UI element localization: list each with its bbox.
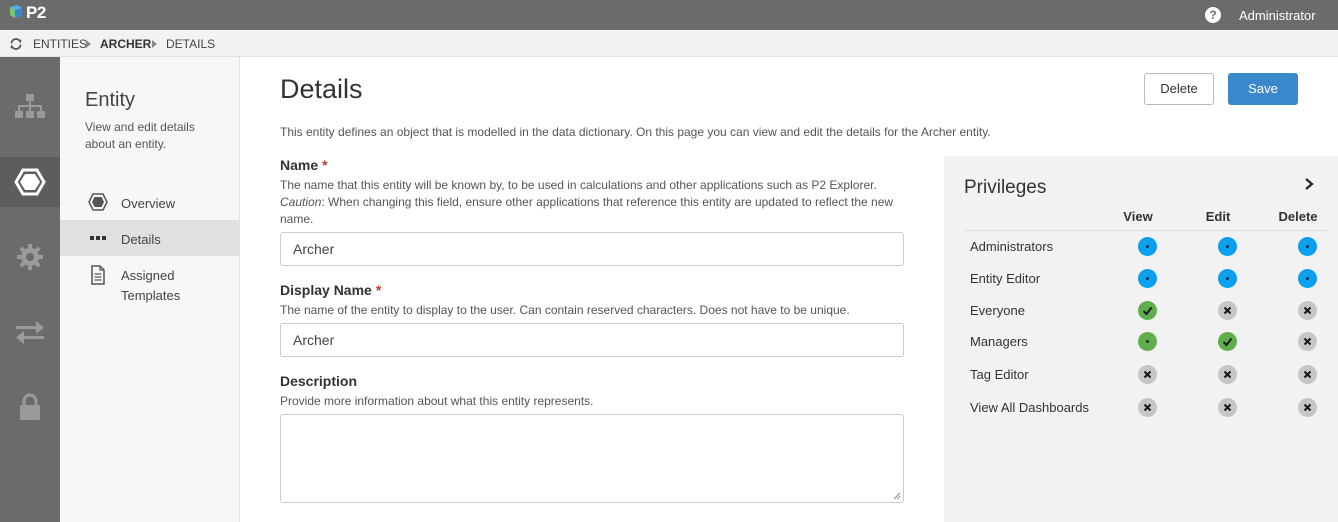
name-field[interactable]: Archer <box>280 232 904 266</box>
nav-item-label: Assigned Templates <box>121 268 181 303</box>
privilege-group-name: View All Dashboards <box>970 400 1089 415</box>
edit-deny-icon[interactable] <box>1218 301 1237 320</box>
rail-transfer[interactable] <box>0 307 60 357</box>
transfer-arrows-icon <box>14 317 46 347</box>
privileges-panel <box>944 156 1338 522</box>
breadcrumb-separator-icon <box>152 40 157 48</box>
nav-item-details[interactable] <box>60 220 239 256</box>
name-label <box>280 157 328 173</box>
edit-check-icon[interactable] <box>1218 332 1237 351</box>
view-deny-icon[interactable] <box>1138 365 1157 384</box>
privilege-row <box>964 392 1330 424</box>
document-icon <box>88 265 108 285</box>
delete-deny-icon[interactable] <box>1298 365 1317 384</box>
name-label-text: Name <box>280 157 319 173</box>
app-nav-rail <box>0 57 60 522</box>
description-textarea[interactable] <box>280 414 904 503</box>
required-marker: * <box>375 282 382 298</box>
section-title: Entity <box>85 89 136 111</box>
display-name-field[interactable]: Archer <box>280 323 904 357</box>
column-header-delete: Delete <box>1278 209 1318 224</box>
refresh-icon[interactable] <box>9 37 23 51</box>
lock-icon <box>14 392 46 422</box>
nav-item-label: Details <box>121 232 161 247</box>
app-logo-text: P2 <box>26 3 46 22</box>
delete-deny-icon[interactable] <box>1298 301 1317 320</box>
display-name-help: The name of the entity to display to the user. Can contain reserved characters. Does not have to be unique. <box>280 303 850 317</box>
nav-item-overview[interactable] <box>60 184 239 220</box>
delete-inherited-permission-icon[interactable] <box>1298 269 1317 288</box>
view-inherited-permission-icon[interactable] <box>1138 237 1157 256</box>
description-label: Description <box>280 373 358 389</box>
name-help <box>280 177 905 228</box>
breadcrumb-archer[interactable]: ARCHER <box>100 37 152 51</box>
column-header-edit: Edit <box>1205 209 1231 224</box>
breadcrumb-details: DETAILS <box>166 37 216 51</box>
required-marker: * <box>322 157 328 173</box>
edit-inherited-permission-icon[interactable] <box>1218 237 1237 256</box>
privilege-row <box>964 295 1330 327</box>
view-inherited-permission-icon[interactable] <box>1138 269 1157 288</box>
section-nav <box>60 57 240 522</box>
hexagon-icon <box>88 193 108 211</box>
edit-deny-icon[interactable] <box>1218 398 1237 417</box>
description-help: Provide more information about what this entity represents. <box>280 394 594 408</box>
privilege-group-name: Entity Editor <box>970 271 1041 286</box>
privilege-group-name: Administrators <box>970 239 1054 254</box>
breadcrumb <box>0 30 1338 57</box>
display-name-label <box>280 282 381 298</box>
nav-item-label: Overview <box>121 196 176 211</box>
privilege-row <box>964 263 1330 295</box>
gear-icon <box>14 242 46 272</box>
ellipsis-icon <box>88 229 108 247</box>
privilege-row <box>964 231 1330 263</box>
rail-entity[interactable] <box>0 157 60 207</box>
privilege-group-name: Tag Editor <box>970 367 1029 382</box>
edit-inherited-permission-icon[interactable] <box>1218 269 1237 288</box>
delete-button[interactable]: Delete <box>1144 73 1214 105</box>
delete-deny-icon[interactable] <box>1298 398 1317 417</box>
nav-item-assigned-templates[interactable] <box>60 256 239 308</box>
rail-security[interactable] <box>0 382 60 432</box>
view-check-icon[interactable] <box>1138 301 1157 320</box>
rail-settings[interactable] <box>0 232 60 282</box>
hierarchy-icon <box>14 92 46 122</box>
caution-text: : When changing this field, ensure other applications that reference this entity are updated to reflect the new name. <box>280 195 894 226</box>
display-name-label-text: Display Name <box>280 282 372 298</box>
edit-deny-icon[interactable] <box>1218 365 1237 384</box>
column-header-view: View <box>1123 209 1153 224</box>
rail-hierarchy[interactable] <box>0 82 60 132</box>
page-title: Details <box>280 74 363 104</box>
caution-label: Caution <box>280 195 322 209</box>
page-intro: This entity defines an object that is modelled in the data dictionary. On this page you can view and edit the details for the Archer entity. <box>280 125 991 139</box>
name-help-text: The name that this entity will be known by, to be used in calculations and other applications such as P2 Explorer. <box>280 178 877 192</box>
privileges-title: Privileges <box>964 177 1047 198</box>
section-description: View and edit details about an entity. <box>85 120 195 151</box>
view-deny-icon[interactable] <box>1138 398 1157 417</box>
save-button[interactable]: Save <box>1228 73 1298 105</box>
privilege-group-name: Managers <box>970 334 1028 349</box>
help-icon[interactable]: ? <box>1205 7 1221 23</box>
privilege-group-name: Everyone <box>970 303 1025 318</box>
top-bar <box>0 0 1338 30</box>
privilege-row <box>964 326 1330 358</box>
chevron-right-icon[interactable] <box>1302 176 1316 192</box>
user-menu[interactable]: Administrator <box>1239 8 1316 23</box>
delete-deny-icon[interactable] <box>1298 332 1317 351</box>
delete-inherited-permission-icon[interactable] <box>1298 237 1317 256</box>
breadcrumb-separator-icon <box>86 40 91 48</box>
breadcrumb-entities[interactable]: ENTITIES <box>33 37 88 51</box>
entity-hexagon-icon <box>14 167 46 197</box>
view-allowed-inherited-icon[interactable] <box>1138 332 1157 351</box>
resize-grip-icon[interactable] <box>893 492 901 500</box>
privilege-row <box>964 359 1330 391</box>
